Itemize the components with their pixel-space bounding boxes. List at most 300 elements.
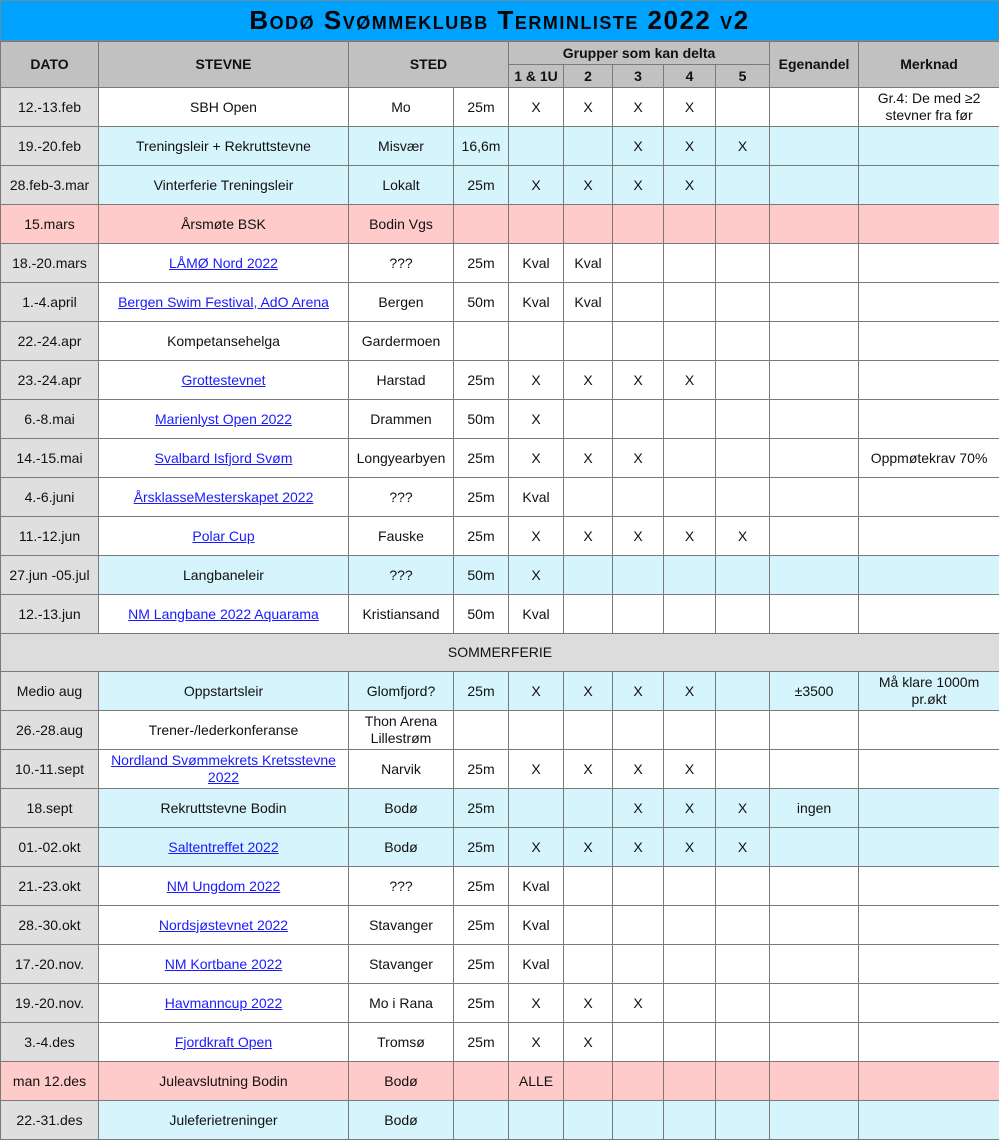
pool-cell [454, 1101, 509, 1140]
group-5-cell [716, 361, 770, 400]
group-5-cell [716, 984, 770, 1023]
merknad-cell: Gr.4: De med ≥2 stevner fra før [859, 88, 999, 127]
group-5-cell [716, 244, 770, 283]
group-3-cell [613, 906, 664, 945]
group-2-cell: X [564, 517, 613, 556]
group-5-cell [716, 205, 770, 244]
header-sted: STED [349, 42, 509, 88]
group-1-cell: X [509, 400, 564, 439]
group-5-cell [716, 556, 770, 595]
group-3-cell [613, 322, 664, 361]
group-5-cell [716, 400, 770, 439]
place-cell: ??? [349, 478, 454, 517]
table-row [1, 361, 999, 400]
place-cell: Glomfjord? [349, 672, 454, 711]
group-1-cell: X [509, 828, 564, 867]
event-cell [99, 400, 349, 439]
group-1-cell: Kval [509, 945, 564, 984]
date-cell: 12.-13.jun [1, 595, 99, 634]
merknad-cell [859, 789, 999, 828]
header-grupper: Grupper som kan delta [509, 42, 770, 65]
egenandel-cell [770, 1101, 859, 1140]
place-cell: Bergen [349, 283, 454, 322]
pool-cell: 25m [454, 244, 509, 283]
group-5-cell [716, 672, 770, 711]
egenandel-cell [770, 478, 859, 517]
group-2-cell [564, 1062, 613, 1101]
pool-cell: 25m [454, 984, 509, 1023]
event-cell: Juleferietreninger [99, 1101, 349, 1140]
pool-cell: 25m [454, 828, 509, 867]
group-4-cell [664, 867, 716, 906]
group-3-cell [613, 595, 664, 634]
group-3-cell: X [613, 166, 664, 205]
group-4-cell [664, 400, 716, 439]
event-link[interactable]: Marienlyst Open 2022 [155, 410, 292, 427]
group-2-cell [564, 711, 613, 750]
egenandel-cell [770, 361, 859, 400]
group-5-cell [716, 478, 770, 517]
egenandel-cell [770, 283, 859, 322]
place-cell: Kristiansand [349, 595, 454, 634]
event-link[interactable]: NM Langbane 2022 Aquarama [128, 605, 319, 622]
group-4-cell [664, 906, 716, 945]
group-3-cell: X [613, 789, 664, 828]
place-cell: Fauske [349, 517, 454, 556]
group-3-cell: X [613, 984, 664, 1023]
group-5-cell [716, 283, 770, 322]
group-2-cell [564, 945, 613, 984]
table-row [1, 595, 999, 634]
group-4-cell: X [664, 789, 716, 828]
pool-cell: 25m [454, 517, 509, 556]
group-1-cell: X [509, 439, 564, 478]
place-cell: Misvær [349, 127, 454, 166]
pool-cell: 25m [454, 166, 509, 205]
group-1-cell [509, 1101, 564, 1140]
group-4-cell: X [664, 672, 716, 711]
pool-cell: 25m [454, 789, 509, 828]
egenandel-cell [770, 750, 859, 789]
event-link[interactable]: Nordsjøstevnet 2022 [158, 916, 289, 933]
pool-cell: 25m [454, 1023, 509, 1062]
group-2-cell: Kval [564, 283, 613, 322]
group-2-cell [564, 400, 613, 439]
merknad-cell [859, 750, 999, 789]
date-cell: man 12.des [1, 1062, 99, 1101]
group-4-cell [664, 1023, 716, 1062]
table-row [1, 789, 999, 828]
group-1-cell: X [509, 1023, 564, 1062]
rows-after-summer [1, 672, 999, 1140]
date-cell: 19.-20.feb [1, 127, 99, 166]
pool-cell: 25m [454, 906, 509, 945]
header-group-1: 1 & 1U [509, 65, 564, 88]
group-3-cell: X [613, 439, 664, 478]
date-cell: 21.-23.okt [1, 867, 99, 906]
place-cell: Mo [349, 88, 454, 127]
date-cell: 22.-31.des [1, 1101, 99, 1140]
merknad-cell [859, 400, 999, 439]
egenandel-cell [770, 1023, 859, 1062]
egenandel-cell [770, 127, 859, 166]
group-3-cell [613, 867, 664, 906]
merknad-cell [859, 283, 999, 322]
pool-cell: 16,6m [454, 127, 509, 166]
group-1-cell: Kval [509, 283, 564, 322]
egenandel-cell [770, 867, 859, 906]
date-cell: 11.-12.jun [1, 517, 99, 556]
event-link[interactable]: LÅMØ Nord 2022 [169, 254, 278, 271]
place-cell: ??? [349, 244, 454, 283]
group-1-cell: Kval [509, 867, 564, 906]
table-row [1, 1101, 999, 1140]
table-row [1, 556, 999, 595]
table-row [1, 867, 999, 906]
group-2-cell [564, 906, 613, 945]
event-cell [99, 595, 349, 634]
table-row [1, 478, 999, 517]
egenandel-cell [770, 945, 859, 984]
group-5-cell [716, 867, 770, 906]
pool-cell: 50m [454, 556, 509, 595]
header-group-4: 4 [664, 65, 716, 88]
page-title: Bodø Svømmeklubb Terminliste 2022 v2 [0, 0, 999, 41]
table-row [1, 439, 999, 478]
event-cell [99, 283, 349, 322]
group-3-cell: X [613, 88, 664, 127]
merknad-cell: Må klare 1000m pr.økt [859, 672, 999, 711]
group-3-cell [613, 244, 664, 283]
group-4-cell: X [664, 828, 716, 867]
section-summer-break: SOMMERFERIE [1, 634, 999, 672]
place-cell: Harstad [349, 361, 454, 400]
rows-before-summer [1, 88, 999, 634]
group-3-cell [613, 283, 664, 322]
group-4-cell: X [664, 361, 716, 400]
place-cell: Bodø [349, 789, 454, 828]
pool-cell [454, 205, 509, 244]
group-1-cell: X [509, 166, 564, 205]
table-row [1, 828, 999, 867]
event-cell: Langbaneleir [99, 556, 349, 595]
pool-cell: 25m [454, 750, 509, 789]
group-1-cell [509, 789, 564, 828]
header-group-3: 3 [613, 65, 664, 88]
date-cell: Medio aug [1, 672, 99, 711]
table-row [1, 400, 999, 439]
group-5-cell: X [716, 828, 770, 867]
group-5-cell [716, 439, 770, 478]
group-1-cell [509, 205, 564, 244]
group-2-cell: X [564, 750, 613, 789]
group-5-cell [716, 750, 770, 789]
merknad-cell [859, 906, 999, 945]
place-cell: Stavanger [349, 906, 454, 945]
egenandel-cell [770, 984, 859, 1023]
egenandel-cell [770, 828, 859, 867]
place-cell: Thon Arena Lillestrøm [349, 711, 454, 750]
group-5-cell [716, 166, 770, 205]
merknad-cell [859, 945, 999, 984]
table-row [1, 166, 999, 205]
group-4-cell: X [664, 517, 716, 556]
date-cell: 6.-8.mai [1, 400, 99, 439]
date-cell: 3.-4.des [1, 1023, 99, 1062]
merknad-cell [859, 867, 999, 906]
group-2-cell [564, 789, 613, 828]
group-1-cell: X [509, 672, 564, 711]
group-2-cell [564, 867, 613, 906]
group-4-cell [664, 322, 716, 361]
group-4-cell [664, 711, 716, 750]
merknad-cell [859, 205, 999, 244]
event-link[interactable]: Nordland Svømmekrets Kretsstevne 2022 [111, 752, 336, 785]
group-2-cell [564, 322, 613, 361]
event-link[interactable]: Svalbard Isfjord Svøm [154, 449, 293, 466]
date-cell: 23.-24.apr [1, 361, 99, 400]
event-cell [99, 750, 349, 789]
group-3-cell: X [613, 517, 664, 556]
event-cell [99, 244, 349, 283]
group-4-cell [664, 283, 716, 322]
event-cell [99, 945, 349, 984]
merknad-cell [859, 1101, 999, 1140]
group-3-cell [613, 1101, 664, 1140]
table-row [1, 1023, 999, 1062]
group-4-cell [664, 439, 716, 478]
group-2-cell: X [564, 672, 613, 711]
egenandel-cell [770, 439, 859, 478]
event-link[interactable]: NM Ungdom 2022 [166, 877, 281, 894]
table-row [1, 906, 999, 945]
pool-cell: 25m [454, 88, 509, 127]
group-1-cell: X [509, 984, 564, 1023]
date-cell: 19.-20.nov. [1, 984, 99, 1023]
date-cell: 15.mars [1, 205, 99, 244]
event-cell: Treningsleir + Rekruttstevne [99, 127, 349, 166]
event-link[interactable]: Grottestevnet [181, 371, 266, 388]
merknad-cell [859, 478, 999, 517]
merknad-cell [859, 517, 999, 556]
pool-cell: 25m [454, 478, 509, 517]
place-cell: Longyearbyen [349, 439, 454, 478]
date-cell: 18.sept [1, 789, 99, 828]
event-cell: Rekruttstevne Bodin [99, 789, 349, 828]
pool-cell [454, 1062, 509, 1101]
merknad-cell [859, 556, 999, 595]
group-5-cell [716, 595, 770, 634]
group-1-cell: Kval [509, 595, 564, 634]
date-cell: 01.-02.okt [1, 828, 99, 867]
egenandel-cell: ±3500 [770, 672, 859, 711]
group-2-cell: X [564, 166, 613, 205]
group-1-cell: Kval [509, 244, 564, 283]
place-cell: ??? [349, 556, 454, 595]
group-3-cell: X [613, 672, 664, 711]
group-4-cell [664, 984, 716, 1023]
table-row [1, 127, 999, 166]
event-cell: Vinterferie Treningsleir [99, 166, 349, 205]
event-link[interactable]: Havmanncup 2022 [164, 994, 283, 1011]
place-cell: Stavanger [349, 945, 454, 984]
egenandel-cell [770, 1062, 859, 1101]
date-cell: 10.-11.sept [1, 750, 99, 789]
table-row [1, 322, 999, 361]
group-1-cell: X [509, 556, 564, 595]
group-2-cell: X [564, 361, 613, 400]
group-4-cell [664, 945, 716, 984]
group-1-cell: X [509, 517, 564, 556]
event-link[interactable]: Fjordkraft Open [174, 1033, 273, 1050]
group-5-cell [716, 711, 770, 750]
table-row [1, 711, 999, 750]
group-5-cell [716, 88, 770, 127]
group-2-cell [564, 595, 613, 634]
event-link[interactable]: Saltentreffet 2022 [168, 838, 279, 855]
group-5-cell [716, 1101, 770, 1140]
group-5-cell [716, 945, 770, 984]
event-cell [99, 906, 349, 945]
pool-cell: 50m [454, 400, 509, 439]
event-cell [99, 828, 349, 867]
egenandel-cell [770, 166, 859, 205]
egenandel-cell [770, 595, 859, 634]
group-3-cell [613, 400, 664, 439]
event-cell [99, 361, 349, 400]
group-2-cell: X [564, 439, 613, 478]
event-cell [99, 478, 349, 517]
egenandel-cell [770, 322, 859, 361]
date-cell: 12.-13.feb [1, 88, 99, 127]
egenandel-cell [770, 244, 859, 283]
group-2-cell [564, 556, 613, 595]
event-cell: Trener-/lederkonferanse [99, 711, 349, 750]
header-stevne: STEVNE [99, 42, 349, 88]
date-cell: 26.-28.aug [1, 711, 99, 750]
group-4-cell [664, 244, 716, 283]
group-2-cell: X [564, 984, 613, 1023]
group-4-cell [664, 556, 716, 595]
group-3-cell [613, 205, 664, 244]
table-row [1, 283, 999, 322]
merknad-cell [859, 1023, 999, 1062]
group-2-cell [564, 127, 613, 166]
group-3-cell: X [613, 750, 664, 789]
pool-cell [454, 322, 509, 361]
merknad-cell [859, 166, 999, 205]
group-4-cell: X [664, 750, 716, 789]
group-3-cell [613, 1023, 664, 1062]
event-link[interactable]: Polar Cup [192, 527, 255, 544]
event-cell [99, 984, 349, 1023]
header-merknad: Merknad [859, 42, 999, 88]
event-link[interactable]: Bergen Swim Festival, AdO Arena [118, 293, 329, 310]
table-row [1, 984, 999, 1023]
event-link[interactable]: ÅrsklasseMesterskapet 2022 [133, 488, 314, 505]
group-3-cell [613, 478, 664, 517]
merknad-cell [859, 711, 999, 750]
event-cell: Kompetansehelga [99, 322, 349, 361]
event-link[interactable]: NM Kortbane 2022 [164, 955, 283, 972]
egenandel-cell [770, 205, 859, 244]
table-row [1, 945, 999, 984]
place-cell: Bodø [349, 1062, 454, 1101]
group-5-cell: X [716, 127, 770, 166]
group-3-cell [613, 556, 664, 595]
table-row [1, 88, 999, 127]
group-3-cell: X [613, 828, 664, 867]
group-5-cell [716, 322, 770, 361]
merknad-cell [859, 127, 999, 166]
schedule-table [0, 41, 999, 1140]
group-1-cell: X [509, 750, 564, 789]
group-2-cell [564, 1101, 613, 1140]
group-1-cell [509, 322, 564, 361]
table-row [1, 517, 999, 556]
pool-cell: 25m [454, 439, 509, 478]
pool-cell [454, 711, 509, 750]
place-cell: Drammen [349, 400, 454, 439]
egenandel-cell [770, 517, 859, 556]
group-5-cell [716, 906, 770, 945]
merknad-cell: Oppmøtekrav 70% [859, 439, 999, 478]
place-cell: Narvik [349, 750, 454, 789]
group-2-cell: X [564, 88, 613, 127]
group-2-cell [564, 478, 613, 517]
egenandel-cell [770, 556, 859, 595]
place-cell: Mo i Rana [349, 984, 454, 1023]
group-1-cell: ALLE [509, 1062, 564, 1101]
date-cell: 14.-15.mai [1, 439, 99, 478]
date-cell: 4.-6.juni [1, 478, 99, 517]
group-5-cell: X [716, 789, 770, 828]
pool-cell: 25m [454, 945, 509, 984]
event-cell [99, 1023, 349, 1062]
pool-cell: 25m [454, 361, 509, 400]
event-cell: Årsmøte BSK [99, 205, 349, 244]
table-row [1, 750, 999, 789]
pool-cell: 50m [454, 283, 509, 322]
header-group-2: 2 [564, 65, 613, 88]
event-cell [99, 517, 349, 556]
merknad-cell [859, 244, 999, 283]
group-4-cell [664, 1062, 716, 1101]
group-2-cell [564, 205, 613, 244]
table-row [1, 205, 999, 244]
header-group-5: 5 [716, 65, 770, 88]
group-2-cell: Kval [564, 244, 613, 283]
date-cell: 27.jun -05.jul [1, 556, 99, 595]
merknad-cell [859, 828, 999, 867]
group-5-cell [716, 1023, 770, 1062]
group-5-cell [716, 1062, 770, 1101]
date-cell: 18.-20.mars [1, 244, 99, 283]
group-1-cell: X [509, 361, 564, 400]
egenandel-cell [770, 88, 859, 127]
table-row [1, 1062, 999, 1101]
place-cell: Bodø [349, 828, 454, 867]
place-cell: Tromsø [349, 1023, 454, 1062]
group-4-cell [664, 478, 716, 517]
merknad-cell [859, 984, 999, 1023]
group-3-cell [613, 945, 664, 984]
event-cell: SBH Open [99, 88, 349, 127]
merknad-cell [859, 595, 999, 634]
group-1-cell: Kval [509, 906, 564, 945]
table-row [1, 672, 999, 711]
pool-cell: 25m [454, 672, 509, 711]
